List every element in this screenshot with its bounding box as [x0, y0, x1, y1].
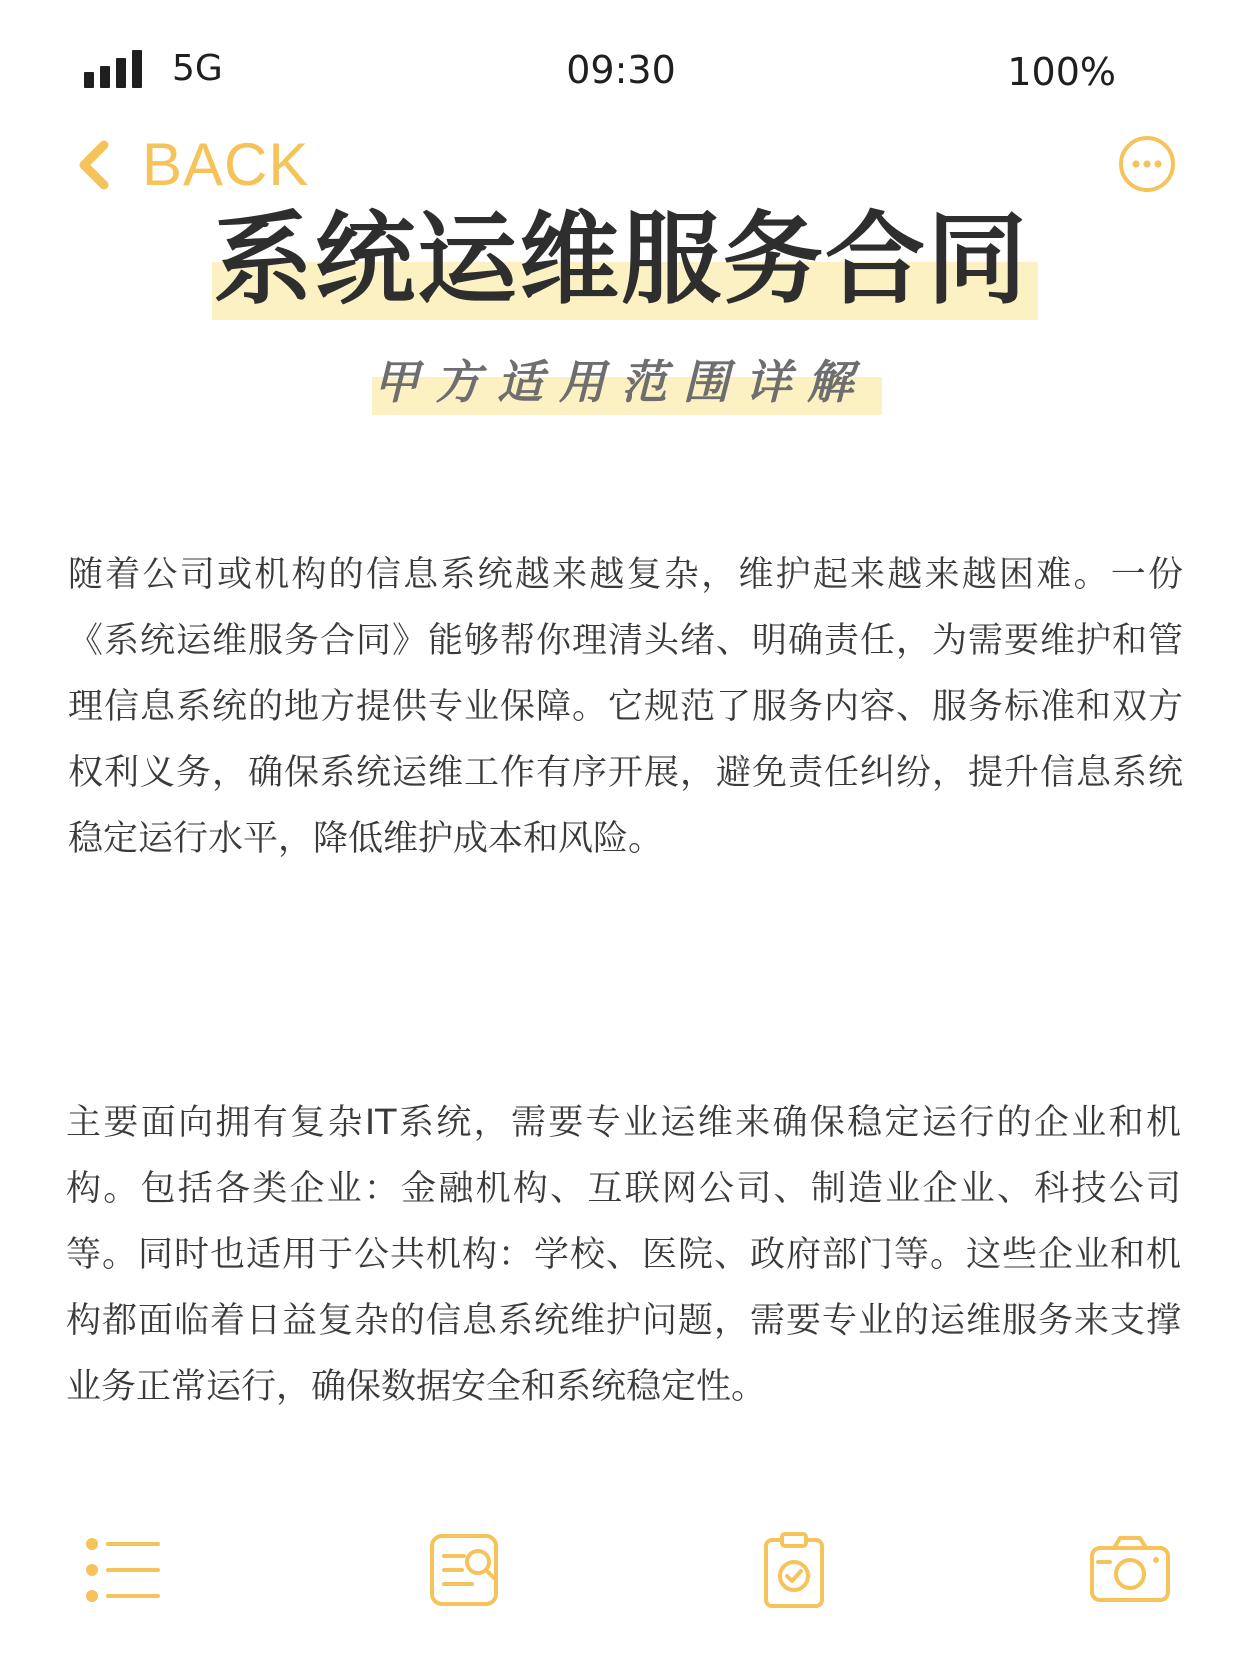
back-label: BACK [142, 131, 310, 198]
document-search-button[interactable] [428, 1530, 508, 1610]
status-bar [0, 0, 1242, 120]
chevron-left-icon [74, 139, 114, 191]
network-type: 5G [172, 48, 223, 89]
camera-icon [1088, 1530, 1172, 1610]
intro-paragraph: 随着公司或机构的信息系统越来越复杂，维护起来越来越困难。一份《系统运维服务合同》能够帮你理清头绪、明确责任，为需要维护和管理信息系统的地方提供专业保障。它规范了服务内容、服务标准和双方权利义务，确保系统运维工作有序开展，避免责任纠纷，提升信息系统稳定运行水平，降低维护成本和风险。 [68, 555, 1183, 859]
bottom-toolbar [0, 1530, 1242, 1620]
more-options-icon [1117, 134, 1177, 194]
title-block [0, 200, 1242, 320]
camera-button[interactable] [1088, 1530, 1172, 1610]
list-icon [82, 1530, 162, 1610]
list-button[interactable] [82, 1530, 162, 1610]
clipboard-check-icon [754, 1530, 834, 1610]
battery-level: 100% [1007, 50, 1116, 94]
back-button[interactable] [74, 130, 309, 199]
page-title: 系统运维服务合同 [213, 201, 1029, 318]
clock: 09:30 [566, 48, 676, 92]
clipboard-check-button[interactable] [754, 1530, 834, 1610]
more-options-button[interactable] [1117, 134, 1177, 194]
document-search-icon [428, 1530, 508, 1610]
scope-paragraph: 主要面向拥有复杂IT系统，需要专业运维来确保稳定运行的企业和机构。包括各类企业：金融机构、互联网公司、制造业企业、科技公司等。同时也适用于公共机构：学校、医院、政府部门等。这些企业和机构都面临着日益复杂的信息系统维护问题，需要专业的运维服务来支撑业务正常运行，确保数据安全和系统稳定性。 [66, 1103, 1181, 1407]
page-subtitle: 甲方适用范围详解 [373, 355, 869, 409]
